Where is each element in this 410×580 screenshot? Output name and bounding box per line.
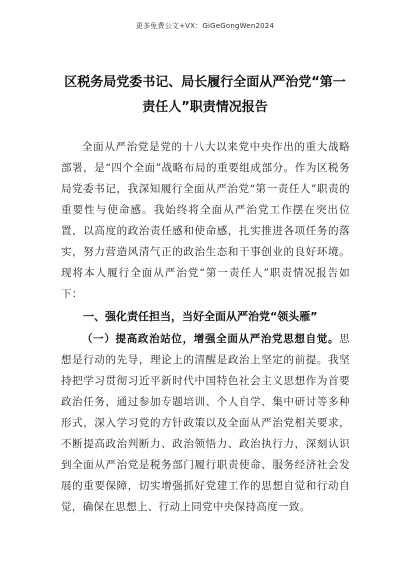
- document-body: [61, 137, 350, 518]
- subsection-1-heading: （一）提高政治站位，增强全面从严治党思想自觉。: [82, 333, 340, 345]
- intro-paragraph: 全面从严治党是党的十八大以来党中央作出的重大战略部署，是“四个全面”战略布局的重要组成部分。作为区税务局党委书记，我深知履行全面从严治党“第一责任人”职责的重要性与使命感。我始终将全面从严治党工作摆在突出位置，以高度的政治责任感和使命感，扎实推进各项任务的落实，努力营造风清气正的政治生态和干事创业的良好环境。现将本人履行全面从严治党“第一责任人”职责情况报告如下：: [61, 141, 350, 300]
- section-1-heading: 一、强化责任担当，当好全面从严治党“领头雁”: [83, 310, 318, 323]
- subsection-1-body: 思想是行动的先导，理论上的清醒是政治上坚定的前提。我坚持把学习贯彻习近平新时代中国特色社会主义思想作为首要政治任务，通过参加专题培训、个人自学、集中研讨等多种形式，深入学习党的方针政策以及全面从严治党相关要求，不断提高政治判断力、政治领悟力、政治执行力，深刻认识到全面从严治党是税务部门履行职责使命、服务经济社会发展的重要保障，切实增强抓好党建工作的思想自觉和行动自觉，确保在思想上、行动上同党中央保持高度一致。: [61, 333, 350, 513]
- watermark-text: 更多免费公文+VX：GiGeGongWen2024: [135, 22, 275, 30]
- subsection-1-paragraph: [61, 329, 350, 518]
- document-title: 区税务局党委书记、局长履行全面从严治党“第一责任人”职责情况报告: [64, 75, 346, 115]
